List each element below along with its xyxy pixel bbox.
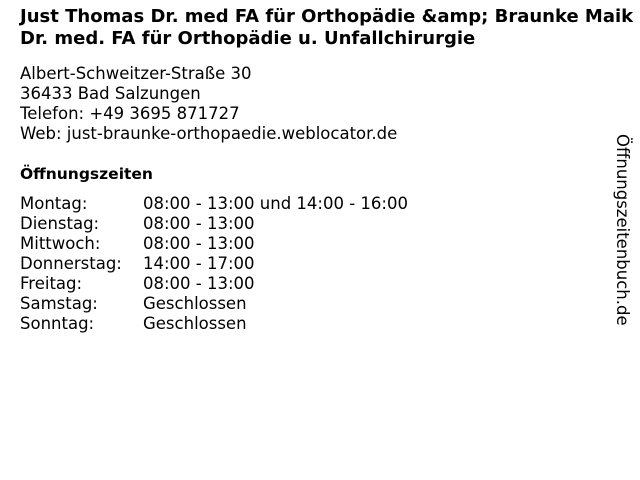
hours-day-label: Samstag: xyxy=(20,294,98,313)
hours-row-saturday xyxy=(20,294,408,314)
hours-day-label: Dienstag: xyxy=(20,214,100,233)
hours-time-value: 08:00 - 13:00 xyxy=(143,214,255,233)
site-brand-watermark: Öffnungszeitenbuch.de xyxy=(613,134,632,326)
hours-time-value: 14:00 - 17:00 xyxy=(143,254,255,273)
hours-time-value: 08:00 - 13:00 und 14:00 - 16:00 xyxy=(143,194,408,213)
hours-time-value: 08:00 - 13:00 xyxy=(143,234,255,253)
hours-row-thursday xyxy=(20,254,408,274)
hours-row-tuesday xyxy=(20,214,408,234)
hours-day-label: Montag: xyxy=(20,194,88,213)
opening-hours-table xyxy=(20,194,408,334)
hours-day-label: Mittwoch: xyxy=(20,234,101,253)
hours-day-label: Sonntag: xyxy=(20,314,95,333)
address-block xyxy=(20,64,397,144)
hours-time-value: Geschlossen xyxy=(143,314,247,333)
hours-row-friday xyxy=(20,274,408,294)
hours-row-wednesday xyxy=(20,234,408,254)
hours-row-sunday xyxy=(20,314,408,334)
website-link[interactable]: Web: just-braunke-orthopaedie.weblocator.de xyxy=(20,124,398,143)
street-address: Albert-Schweitzer-Straße 30 xyxy=(20,64,252,83)
phone-number[interactable]: Telefon: +49 3695 871727 xyxy=(20,104,240,123)
hours-day-label: Donnerstag: xyxy=(20,254,122,273)
hours-row-monday xyxy=(20,194,408,214)
postal-city: 36433 Bad Salzungen xyxy=(20,84,201,103)
hours-time-value: Geschlossen xyxy=(143,294,247,313)
hours-time-value: 08:00 - 13:00 xyxy=(143,274,255,293)
opening-hours-heading: Öffnungszeiten xyxy=(20,165,153,183)
business-title: Just Thomas Dr. med FA für Orthopädie &amp; Braunke Maik Dr. med. FA für Orthopädie u. Unfallchirurgie xyxy=(20,6,634,49)
hours-day-label: Freitag: xyxy=(20,274,83,293)
